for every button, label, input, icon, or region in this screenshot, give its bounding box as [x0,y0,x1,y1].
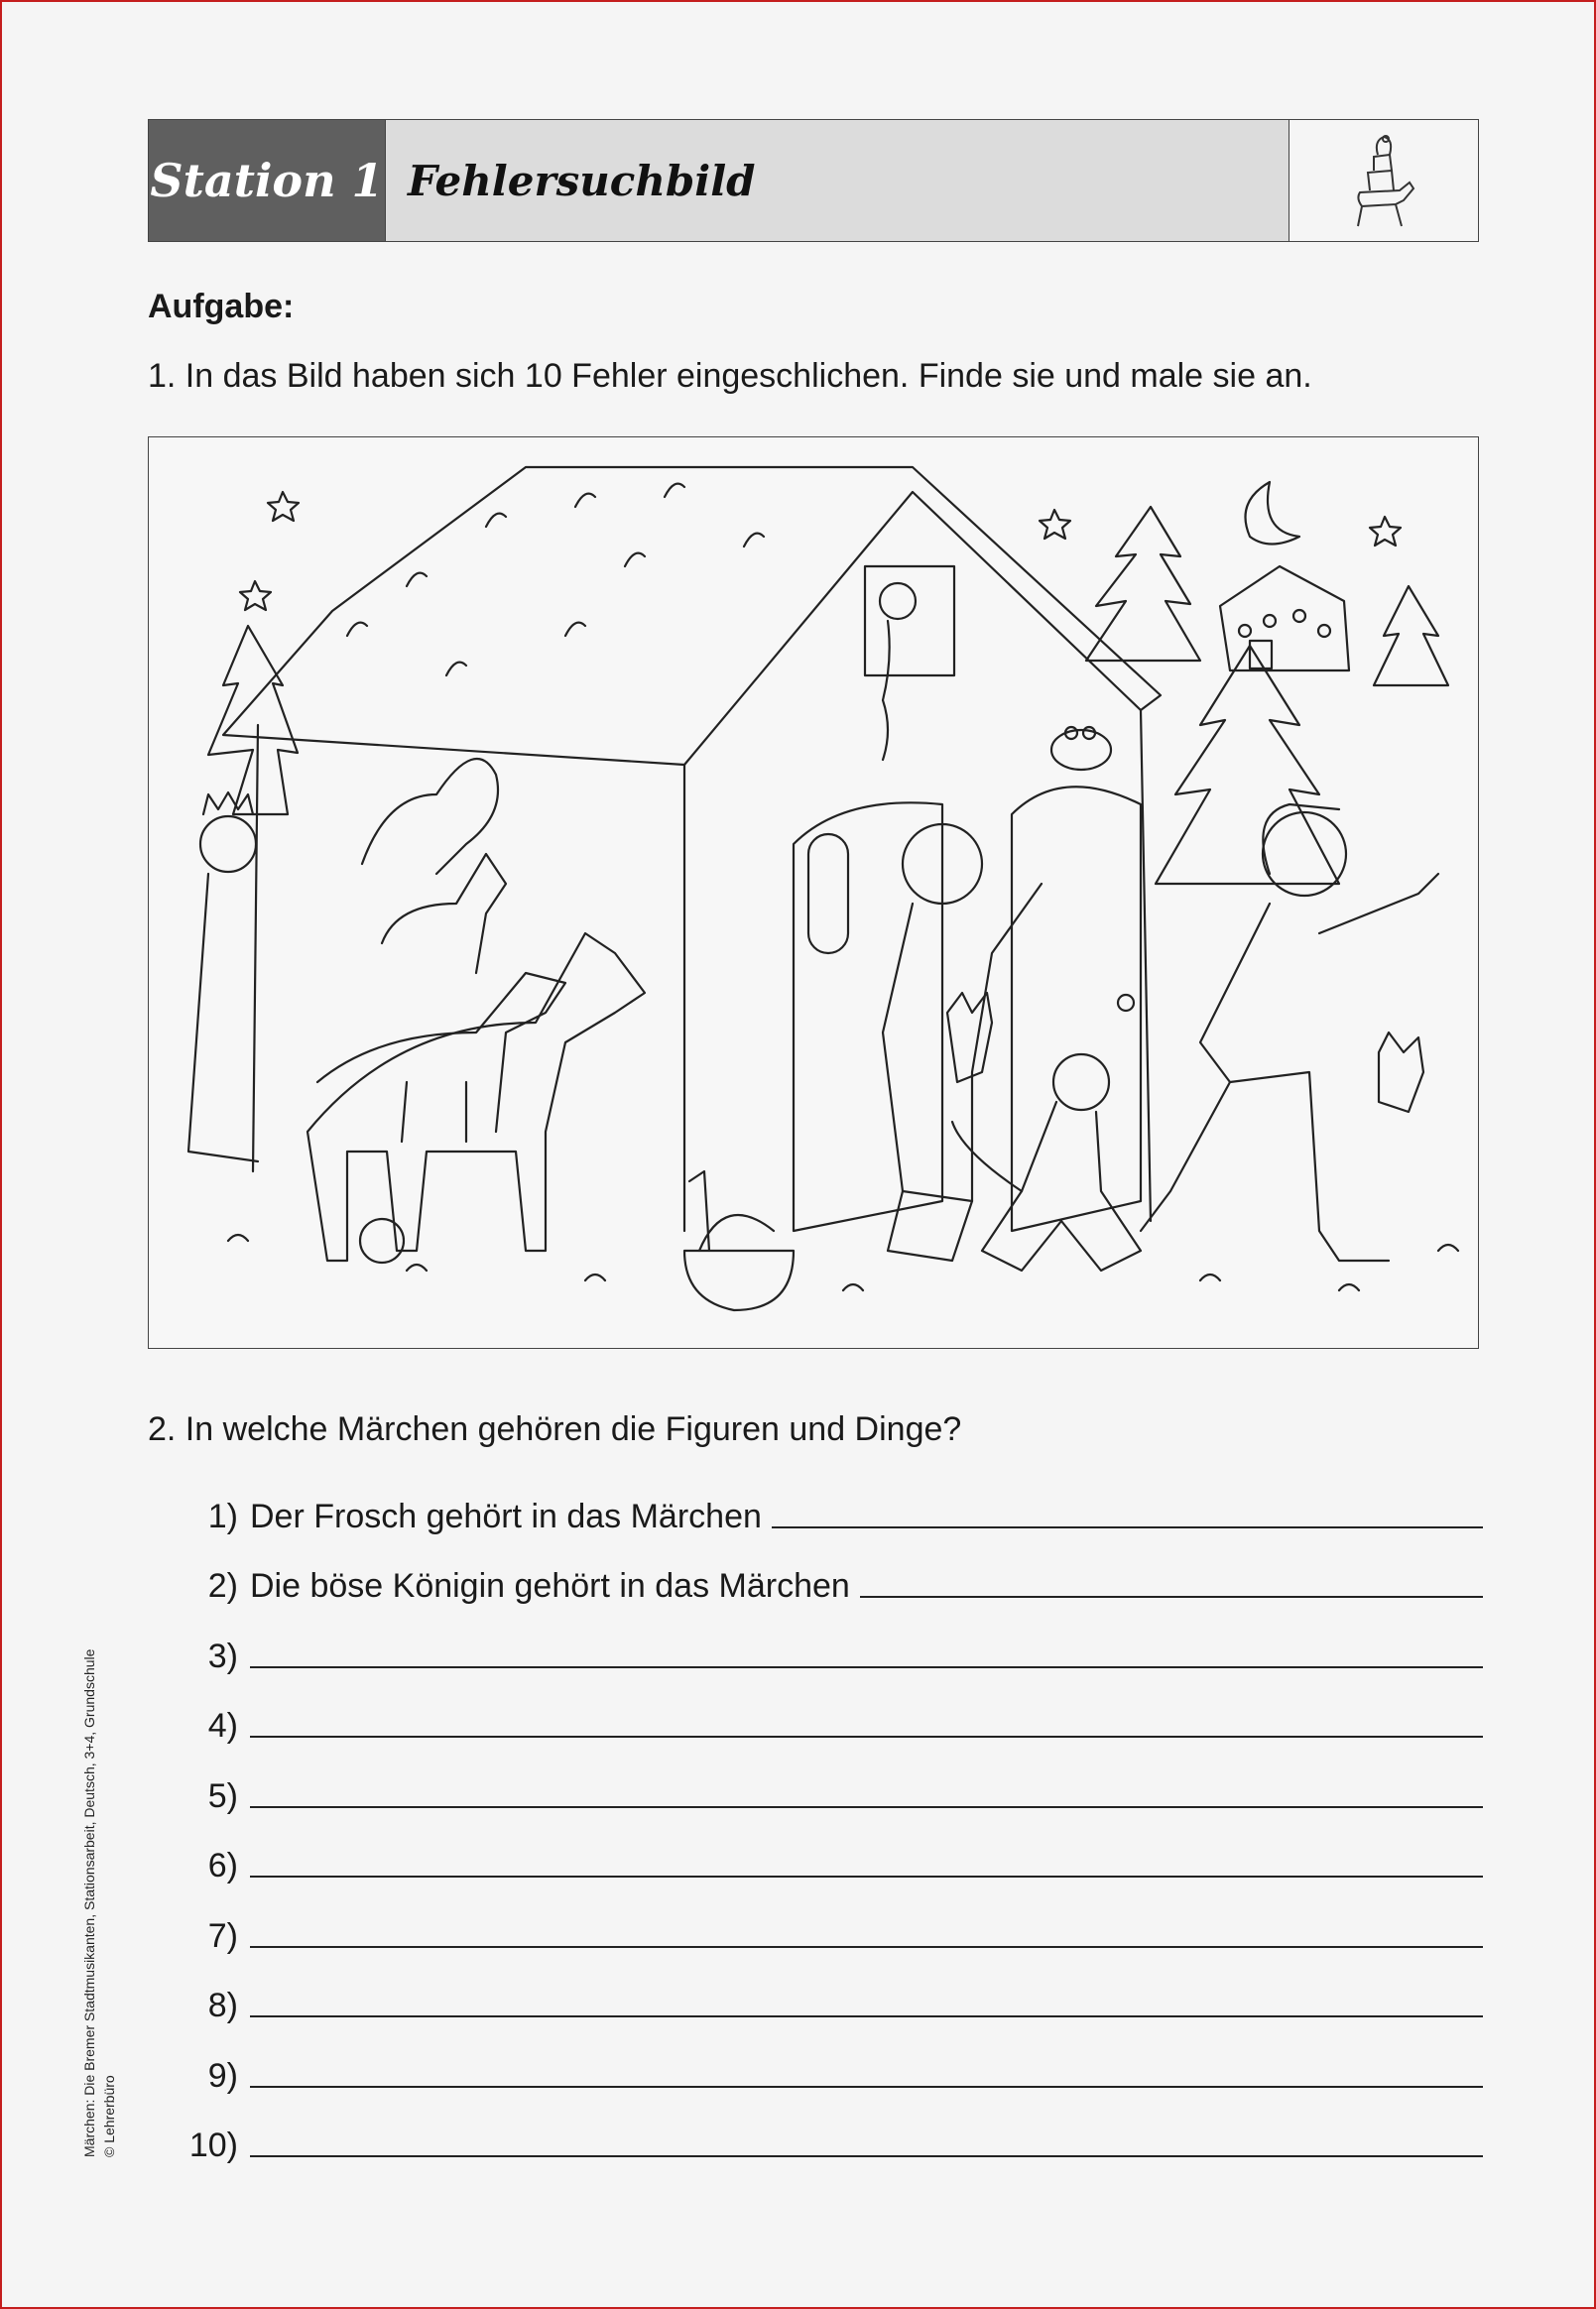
open-door [794,787,1141,1231]
answer-row[interactable] [188,1885,1483,1956]
answer-line[interactable] [250,1665,1483,1668]
princess [188,792,258,1161]
answer-row[interactable] [188,1816,1483,1886]
bremen-town-musicians [307,759,645,1261]
task-1-text: 1. In das Bild haben sich 10 Fehler eingeschlichen. Finde sie und male sie an. [148,357,1312,395]
task-heading: Aufgabe: [148,288,295,325]
answer-line[interactable] [250,1875,1483,1878]
answer-row[interactable] [188,1956,1483,2026]
station-header [148,119,1479,242]
answer-line[interactable] [250,1945,1483,1948]
bremen-town-musicians-icon [1344,127,1423,234]
credit-line-2: © Lehrerbüro [101,2075,117,2157]
answer-line[interactable] [250,2154,1483,2157]
answer-number: 10) [188,2127,238,2164]
answer-row[interactable] [188,2025,1483,2096]
answer-number: 8) [207,1987,238,2024]
star-icon [1040,510,1070,539]
cat-in-boots [952,1054,1141,1271]
star-icon [1370,517,1401,546]
answer-line[interactable] [250,1805,1483,1808]
logo-box [1289,120,1478,241]
moon-icon [1246,482,1300,545]
answer-row[interactable] [188,1536,1483,1607]
star-icon [240,581,271,610]
spot-the-difference-picture [148,436,1479,1349]
woodcutter [883,824,1042,1261]
copyright-credit [79,1649,119,2157]
answer-prefix: Der Frosch gehört in das Märchen [250,1497,762,1535]
credit-line-1: Märchen: Die Bremer Stadtmusikanten, Stationsarbeit, Deutsch, 3+4, Grundschule [81,1648,97,2157]
answer-row[interactable] [188,1606,1483,1676]
station-label: Station 1 [149,120,386,241]
fir-tree [208,626,298,814]
answer-line[interactable] [860,1595,1483,1598]
answer-row[interactable] [188,2096,1483,2166]
goat-head [947,993,992,1082]
answer-number: 3) [207,1637,238,1675]
answer-line[interactable] [250,2085,1483,2088]
answer-number: 4) [207,1707,238,1745]
answer-row[interactable] [188,1466,1483,1536]
frog-icon [1051,727,1111,770]
answer-row[interactable] [188,1746,1483,1816]
running-man [1141,804,1438,1261]
answer-number: 1) [207,1497,238,1535]
answer-lines [188,1466,1483,2165]
task-2-text: 2. In welche Märchen gehören die Figuren und Dinge? [148,1410,962,1448]
worksheet-title: Fehlersuchbild [386,120,1289,241]
ball [360,1219,404,1263]
answer-number: 7) [207,1916,238,1955]
answer-line[interactable] [250,2014,1483,2017]
gingerbread-house [1220,566,1349,670]
basket [684,1171,794,1310]
answer-number: 2) [207,1567,238,1605]
house [223,467,1161,1231]
answer-number: 6) [207,1847,238,1884]
answer-line[interactable] [250,1735,1483,1738]
answer-line[interactable] [772,1525,1483,1528]
answer-prefix: Die böse Königin gehört in das Märchen [250,1567,850,1605]
answer-number: 5) [207,1776,238,1815]
answer-number: 9) [207,2056,238,2095]
wolf-head [1379,1033,1423,1112]
star-icon [268,492,299,521]
answer-row[interactable] [188,1676,1483,1747]
